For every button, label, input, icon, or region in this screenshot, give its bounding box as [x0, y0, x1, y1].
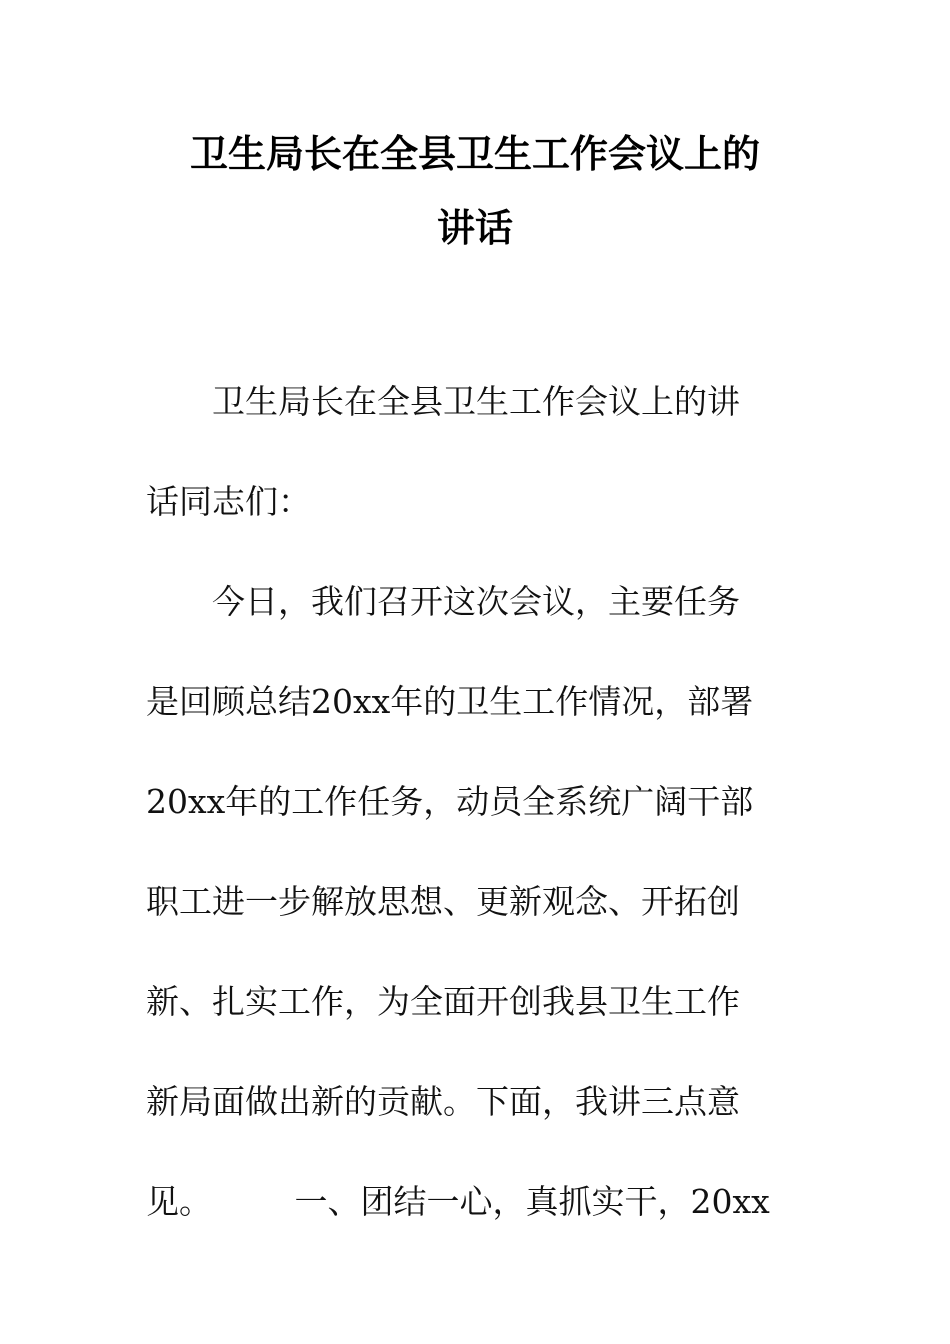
body-text-line-7: 新、扎实工作，为全面开创我县卫生工作 [146, 982, 740, 1021]
body-text-line-4: 是回顾总结20xx年的卫生工作情况，部署 [146, 682, 754, 721]
body-text-line-5: 20xx年的工作任务，动员全系统广阔干部 [146, 782, 754, 821]
body-text-line-1: 卫生局长在全县卫生工作会议上的讲 [146, 382, 740, 421]
body-text-line-3: 今日，我们召开这次会议，主要任务 [146, 582, 740, 621]
body-text-line-2: 话同志们： [146, 482, 311, 521]
body-text-line-6: 职工进一步解放思想、更新观念、开拓创 [146, 882, 740, 921]
body-text-line-9: 见。 一、团结一心，真抓实干，20xx [146, 1182, 770, 1221]
body-text-line-8: 新局面做出新的贡献。下面，我讲三点意 [146, 1082, 740, 1121]
document-title-line-1: 卫生局长在全县卫生工作会议上的 [189, 131, 760, 176]
document-title-line-2: 讲话 [436, 205, 513, 250]
